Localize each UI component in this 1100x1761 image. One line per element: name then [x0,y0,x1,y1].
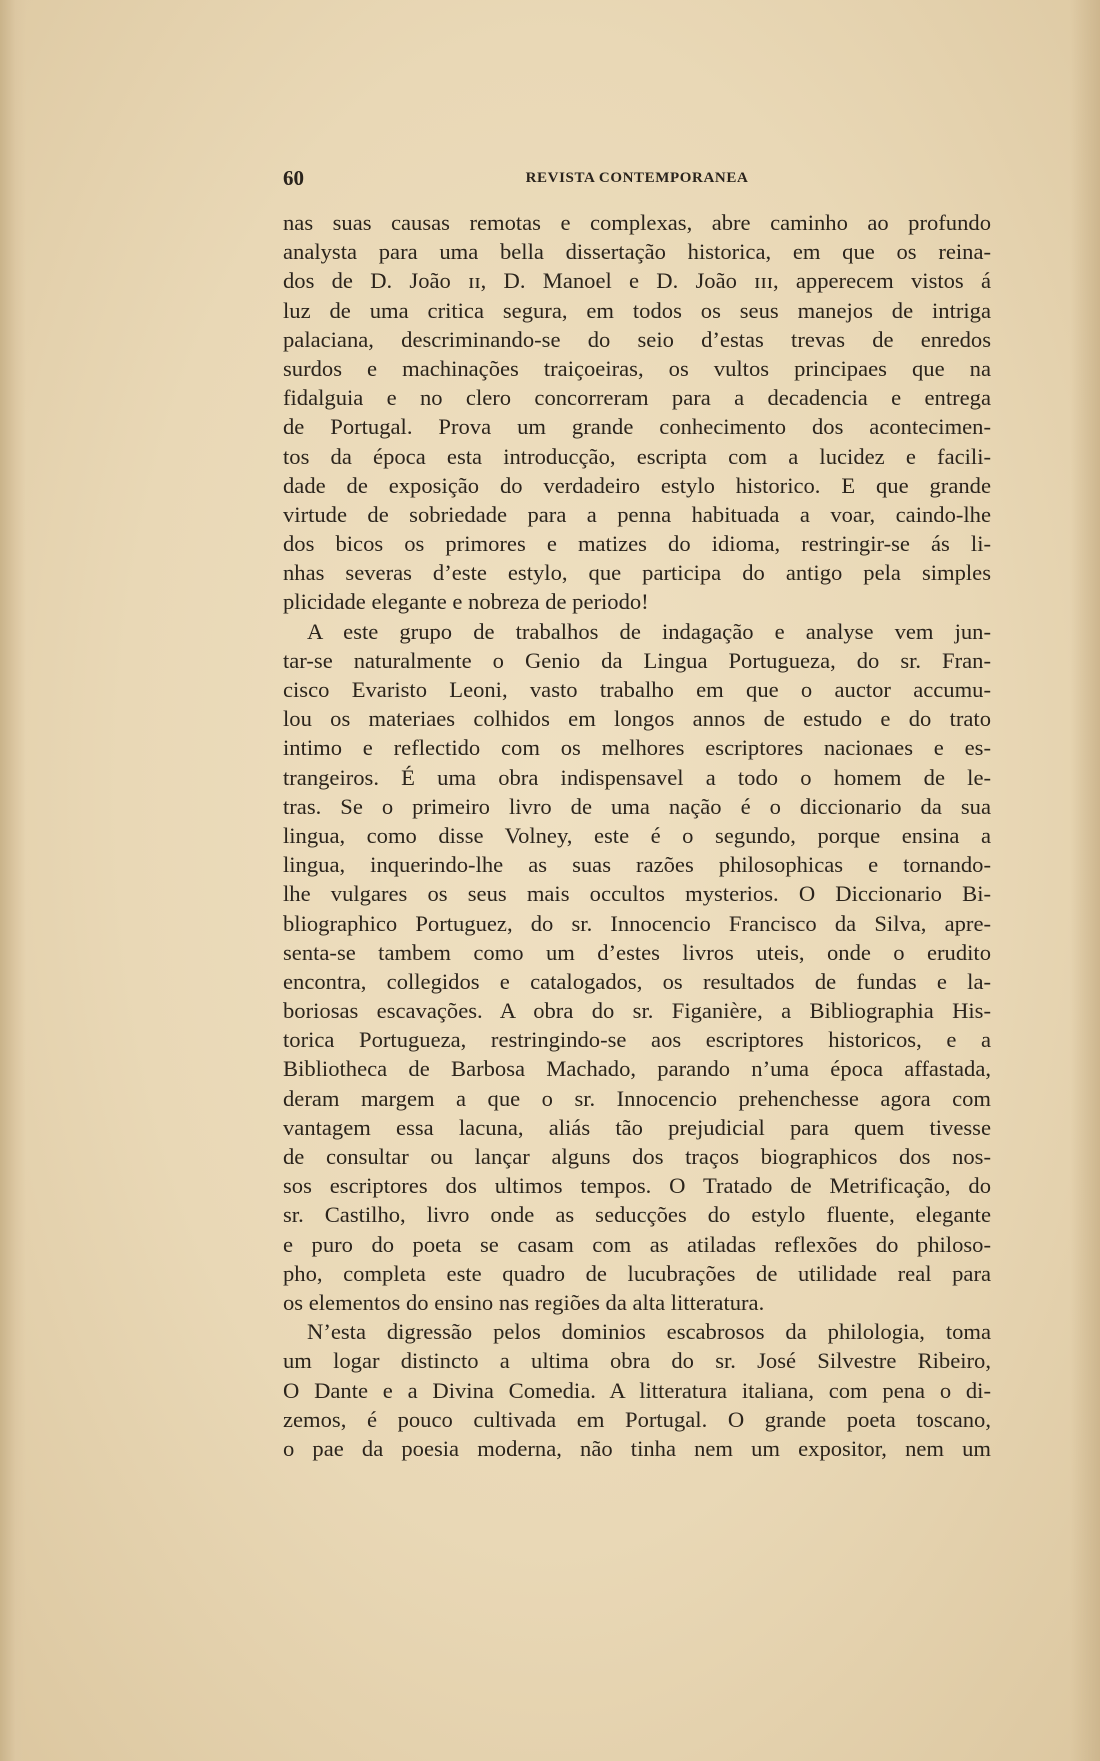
text-line: dade de exposição do verdadeiro estylo historico. E que grande [283,472,991,498]
text-line: lhe vulgares os seus mais occultos mysterios. O Diccionario Bi- [283,881,991,907]
text-line: palaciana, descriminando-se do seio d’estas trevas de enredos [283,326,991,352]
text-line: sos escriptores dos ultimos tempos. O Tratado de Metrificação, do [283,1173,991,1199]
text-line: pho, completa este quadro de lucubrações de utilidade real para [283,1260,991,1286]
text-line: nas suas causas remotas e complexas, abre caminho ao profundo [283,210,991,235]
page-header [283,166,991,192]
text-line: lou os materiaes colhidos em longos annos de estudo e do trato [283,706,991,732]
page-number: 60 [283,166,304,190]
text-line: analysta para uma bella dissertação historica, em que os reina- [283,239,991,265]
text-line: dos bicos os primores e matizes do idioma, restringir-se ás li- [283,531,991,557]
page-edge-shadow [1070,0,1100,1761]
text-line: lingua, como disse Volney, este é o segundo, porque ensina a [283,822,991,848]
text-line: bliographico Portuguez, do sr. Innocencio Francisco da Silva, apre- [283,910,991,936]
text-line: virtude de sobriedade para a penna habituada a voar, caindo-lhe [283,501,991,527]
text-line: trangeiros. É uma obra indispensavel a todo o homem de le- [283,764,991,790]
text-line: de Portugal. Prova um grande conhecimento dos acontecimen- [283,414,991,440]
text-line: dos de D. João ɪɪ, D. Manoel e D. João ɪɪɪ, apperecem vistos á [283,268,991,294]
text-line: surdos e machinações traiçoeiras, os vultos principaes que na [283,355,991,381]
running-title: REVISTA CONTEMPORANEA [525,170,749,186]
text-line: e puro do poeta se casam com as atiladas reflexões do philoso- [283,1231,991,1257]
text-line: A este grupo de trabalhos de indagação e analyse vem jun- [307,618,991,644]
text-line: tras. Se o primeiro livro de uma nação é o diccionario da sua [283,793,991,819]
text-line: tos da época esta introducção, escripta com a lucidez e facili- [283,443,991,469]
body-text [283,208,991,1463]
text-line: lingua, inquerindo-lhe as suas razões philosophicas e tornando- [283,852,991,878]
text-line: Bibliotheca de Barbosa Machado, parando n’uma época affastada, [283,1056,991,1082]
text-line: sr. Castilho, livro onde as seducções do estylo fluente, elegante [283,1202,991,1228]
page-gutter-shadow [0,0,26,1761]
text-line: os elementos do ensino nas regiões da alta litteratura. [283,1289,765,1315]
text-line: intimo e reflectido com os melhores escriptores nacionaes e es- [283,735,991,761]
text-line: um logar distincto a ultima obra do sr. José Silvestre Ribeiro, [283,1348,991,1374]
text-line: plicidade elegante e nobreza de periodo! [283,589,649,615]
text-line: boriosas escavações. A obra do sr. Figanière, a Bibliographia His- [283,998,991,1024]
text-line: deram margem a que o sr. Innocencio prehenchesse agora com [283,1085,991,1111]
text-line: zemos, é pouco cultivada em Portugal. O grande poeta toscano, [283,1406,991,1432]
text-line: de consultar ou lançar alguns dos traços biographicos dos nos- [283,1144,991,1169]
text-line: luz de uma critica segura, em todos os seus manejos de intriga [283,297,991,323]
text-line: senta-se tambem como um d’estes livros uteis, onde o erudito [283,939,991,965]
text-line: cisco Evaristo Leoni, vasto trabalho em que o auctor accumu- [283,677,991,702]
text-line: nhas severas d’este estylo, que participa do antigo pela simples [283,560,991,586]
text-line: torica Portugueza, restringindo-se aos escriptores historicos, e a [283,1027,991,1053]
text-line: fidalguia e no clero concorreram para a decadencia e entrega [283,385,991,411]
text-line: encontra, collegidos e catalogados, os resultados de fundas e la- [283,968,991,994]
text-line: O Dante e a Divina Comedia. A litteratura italiana, com pena o di- [283,1377,991,1403]
text-line: N’esta digressão pelos dominios escabrosos da philologia, toma [307,1319,991,1345]
text-line: tar-se naturalmente o Genio da Lingua Portugueza, do sr. Fran- [283,647,991,673]
text-line: vantagem essa lacuna, aliás tão prejudicial para quem tivesse [283,1114,991,1140]
text-line: o pae da poesia moderna, não tinha nem um expositor, nem um [283,1435,991,1461]
